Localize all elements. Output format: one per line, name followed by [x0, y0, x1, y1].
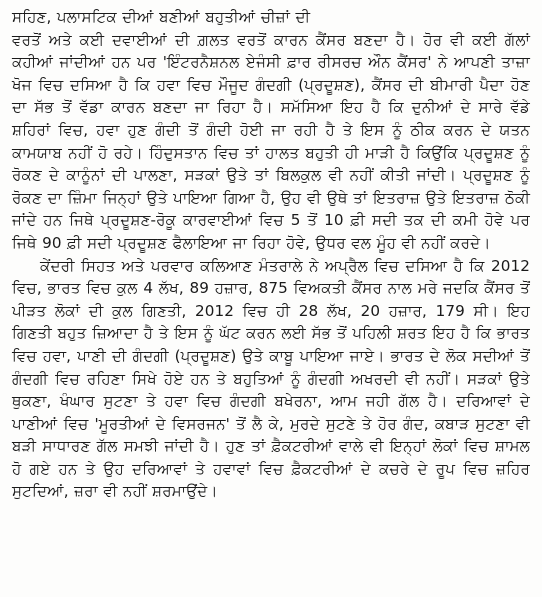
paragraph-2: ਵਰਤੋਂ ਅਤੇ ਕਈ ਦਵਾਈਆਂ ਦੀ ਗ਼ਲਤ ਵਰਤੋਂ ਕਾਰਨ ਕੈਂਸਰ ਬਣਦਾ ਹੈ। ਹੋਰ ਵੀ ਕਈ ਗੱਲਾਂ ਕਹੀਆਂ ਜਾਂਦੀਆਂ ਹਨ ਪਰ 'ਇੰਟਰਨੈਸ਼ਨਲ ਏਜੰਸੀ ਫ਼ਾਰ ਰੀਸਰਚ ਔਨ ਕੈਂਸਰ' ਨੇ ਆਪਣੀ ਤਾਜ਼ਾ ਖੋਜ ਵਿਚ ਦਸਿਆ ਹੈ ਕਿ ਹਵਾ ਵਿਚ ਮੌਜੂਦ ਗੰਦਗੀ (ਪ੍ਰਦੂਸ਼ਣ), ਕੈਂਸਰ ਦੀ ਬੀਮਾਰੀ ਪੈਦਾ ਹੋਣ ਦਾ ਸੱਭ ਤੋਂ ਵੱਡਾ ਕਾਰਨ ਬਣਦਾ ਜਾ ਰਿਹਾ ਹੈ। ਸਮੱਸਿਆ ਇਹ ਹੈ ਕਿ ਦੁਨੀਆਂ ਦੇ ਸਾਰੇ ਵੱਡੇ ਸ਼ਹਿਰਾਂ ਵਿਚ, ਹਵਾ ਹੁਣ ਗੰਦੀ ਤੋਂ ਗੰਦੀ ਹੋਈ ਜਾ ਰਹੀ ਹੈ ਤੇ ਇਸ ਨੂੰ ਠੀਕ ਕਰਨ ਦੇ ਯਤਨ ਕਾਮਯਾਬ ਨਹੀਂ ਹੋ ਰਹੇ। ਹਿੰਦੁਸਤਾਨ ਵਿਚ ਤਾਂ ਹਾਲਤ ਬਹੁਤੀ ਹੀ ਮਾੜੀ ਹੈ ਕਿਉਂਕਿ ਪ੍ਰਦੂਸ਼ਣ ਨੂੰ ਰੋਕਣ ਦੇ ਕਾਨੂੰਨਾਂ ਦੀ ਪਾਲਣਾ, ਸੜਕਾਂ ਉਤੇ ਤਾਂ ਬਿਲਕੁਲ ਵੀ ਨਹੀਂ ਕੀਤੀ ਜਾਂਦੀ। ਪ੍ਰਦੂਸ਼ਣ ਨੂੰ ਰੋਕਣ ਦਾ ਜ਼ਿੰਮਾ ਜਿਨ੍ਹਾਂ ਉਤੇ ਪਾਇਆ ਗਿਆ ਹੈ, ਉਹ ਵੀ ਉਥੇ ਤਾਂ ਇਤਰਾਜ਼ ਉਤੇ ਇਤਰਾਜ਼ ਠੋਕੀ ਜਾਂਦੇ ਹਨ ਜਿਥੇ ਪ੍ਰਦੂਸ਼ਣ-ਰੋਕੂ ਕਾਰਵਾਈਆਂ ਵਿਚ 5 ਤੋਂ 10 ਫ਼ੀ ਸਦੀ ਤਕ ਦੀ ਕਮੀ ਹੋਵੇ ਪਰ ਜਿਥੇ 90 ਫ਼ੀ ਸਦੀ ਪ੍ਰਦੂਸ਼ਣ ਫੈਲਾਇਆ ਜਾ ਰਿਹਾ ਹੋਵੇ, ਉਧਰ ਵਲ ਮੂੰਹ ਵੀ ਨਹੀਂ ਕਰਦੇ। [12, 30, 530, 252]
paragraph-1: ਸਹਿਣ, ਪਲਾਸਟਿਕ ਦੀਆਂ ਬਣੀਆਂ ਬਹੁਤੀਆਂ ਚੀਜ਼ਾਂ ਦੀ [12, 8, 311, 26]
paragraph-3: ਕੇਂਦਰੀ ਸਿਹਤ ਅਤੇ ਪਰਵਾਰ ਕਲਿਆਣ ਮੰਤਰਾਲੇ ਨੇ ਅਪ੍ਰੈਲ ਵਿਚ ਦਸਿਆ ਹੈ ਕਿ 2012 ਵਿਚ, ਭਾਰਤ ਵਿਚ ਕੁਲ 4 ਲੱਖ, 89 ਹਜ਼ਾਰ, 875 ਵਿਅਕਤੀ ਕੈਂਸਰ ਨਾਲ ਮਰੇ ਜਦਕਿ ਕੈਂਸਰ ਤੋਂ ਪੀੜਤ ਲੋਕਾਂ ਦੀ ਕੁਲ ਗਿਣਤੀ, 2012 ਵਿਚ ਹੀ 28 ਲੱਖ, 20 ਹਜ਼ਾਰ, 179 ਸੀ। ਇਹ ਗਿਣਤੀ ਬਹੁਤ ਜ਼ਿਆਦਾ ਹੈ ਤੇ ਇਸ ਨੂੰ ਘੱਟ ਕਰਨ ਲਈ ਸੱਭ ਤੋਂ ਪਹਿਲੀ ਸ਼ਰਤ ਇਹ ਹੈ ਕਿ ਭਾਰਤ ਵਿਚ ਹਵਾ, ਪਾਣੀ ਦੀ ਗੰਦਗੀ (ਪ੍ਰਦੂਸ਼ਣ) ਉਤੇ ਕਾਬੂ ਪਾਇਆ ਜਾਏ। ਭਾਰਤ ਦੇ ਲੋਕ ਸਦੀਆਂ ਤੋਂ ਗੰਦਗੀ ਵਿਚ ਰਹਿਣਾ ਸਿਖੇ ਹੋਏ ਹਨ ਤੇ ਬਹੁਤਿਆਂ ਨੂੰ ਗੰਦਗੀ ਅਖਰਦੀ ਵੀ ਨਹੀਂ। ਸੜਕਾਂ ਉਤੇ ਥੁਕਣਾ, ਖੰਘਾਰ ਸੁਟਣਾ ਤੇ ਹਵਾ ਵਿਚ ਗੰਦਗੀ ਬਖੇਰਨਾ, ਆਮ ਜਹੀ ਗੱਲ ਹੈ। ਦਰਿਆਵਾਂ ਦੇ ਪਾਣੀਆਂ ਵਿਚ 'ਮੂਰਤੀਆਂ ਦੇ ਵਿਸਰਜਨ' ਤੋਂ ਲੈ ਕੇ, ਮੁਰਦੇ ਸੁਟਣੇ ਤੇ ਹੋਰ ਗੰਦ, ਕਬਾੜ ਸੁਟਣਾ ਵੀ ਬੜੀ ਸਾਧਾਰਣ ਗੱਲ ਸਮਝੀ ਜਾਂਦੀ ਹੈ। ਹੁਣ ਤਾਂ ਫ਼ੈਕਟਰੀਆਂ ਵਾਲੇ ਵੀ ਇਨ੍ਹਾਂ ਲੋਕਾਂ ਵਿਚ ਸ਼ਾਮਲ ਹੋ ਗਏ ਹਨ ਤੇ ਉਹ ਦਰਿਆਵਾਂ ਤੇ ਹਵਾਵਾਂ ਵਿਚ ਫ਼ੈਕਟਰੀਆਂ ਦੇ ਕਚਰੇ ਦੇ ਰੂਪ ਵਿਚ ਜ਼ਹਿਰ ਸੁਟਦਿਆਂ, ਜ਼ਰਾ ਵੀ ਨਹੀਂ ਸ਼ਰਮਾਉਂਦੇ। [12, 256, 530, 501]
